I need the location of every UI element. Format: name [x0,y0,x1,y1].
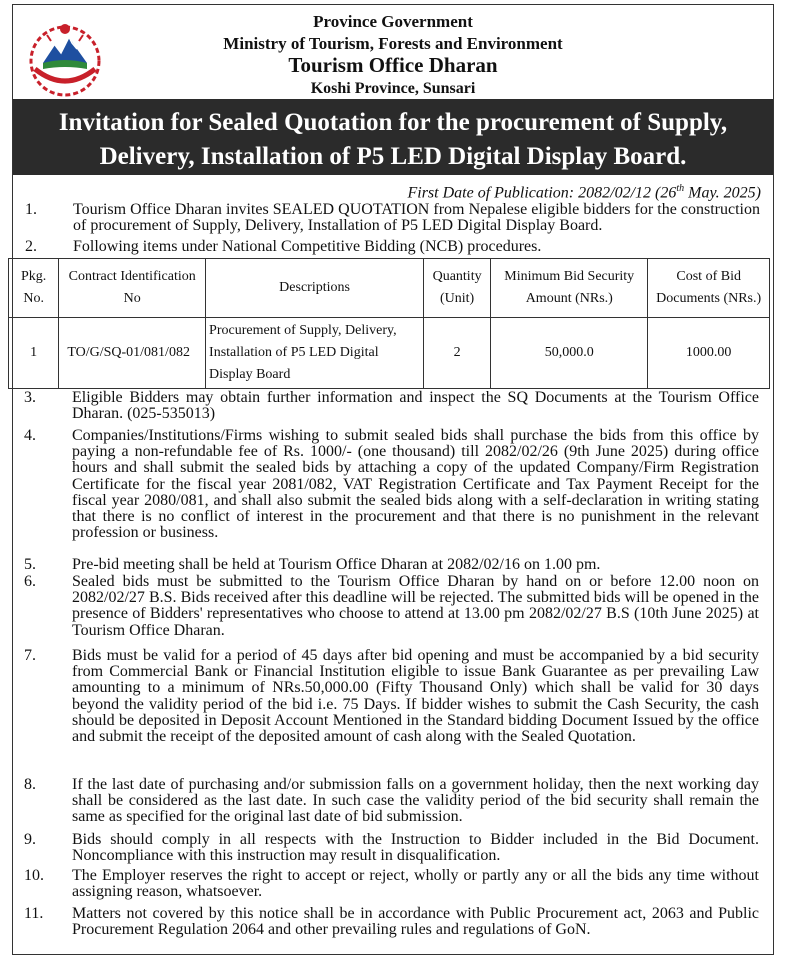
item-number: 3. [24,389,36,406]
notice-item [24,906,759,938]
col-header-descriptions: Descriptions [206,259,424,318]
item-number: 8. [24,776,36,793]
office-name: Tourism Office Dharan [288,53,498,77]
cell-description: Procurement of Supply, Delivery, Installation of P5 LED Digital Display Board [206,318,424,389]
item-text: The Employer reserves the right to accept or reject, wholly or partly any or all the bids any time without assigning reason, whatsoever. [72,867,759,901]
banner-title-line-2: Delivery, Installation of P5 LED Digital Display Board. [99,143,687,170]
notice-item [24,557,759,573]
cell-bid-security: 50,000.0 [491,318,648,389]
notice-item [24,574,759,639]
item-number: 11. [24,905,44,922]
item-number: 10. [24,867,44,884]
publication-date-sup: th [676,183,685,194]
item-text: Bids must be valid for a period of 45 days after bid opening and must be accompanied by a bid security from Commercial Bank or Financial Institution eligible to issue Bank Guarantee as per prevailing Law amounting to a minimum of NRs.50,000.00 (Fifty Thousand Only) which shall be valid for 30 days beyond the validity period of the bid i.e. 75 Days. If bidder wishes to submit the Cash Security, the cash should be deposited in Deposit Account Mentioned in the Standard bidding Document Issued by the office and submit the receipt of the deposited amount of cash along with the Sealed Quotation. [72,647,759,746]
notice-item [24,648,759,745]
item-text: Sealed bids must be submitted to the Tourism Office Dharan by hand on or before 12.00 noon on 2082/02/27 B.S. Bids received after this deadline will be rejected. The submitted bids will be opened in the presence of Bidders' representatives who choose to attend at 13.00 pm 2082/02/27 B.S (10th June 2025) at Tourism Office Dharan. [72,573,759,639]
item-text: If the last date of purchasing and/or submission falls on a government holiday, then the next working day shall be considered as the last date. In such case the validity period of the bid security shall remain the same as specified for the original last date of bid submission. [72,776,759,826]
notice-item [24,832,759,864]
item-text: Following items under National Competitive Bidding (NCB) procedures. [73,238,542,255]
item-text: Bids should comply in all respects with the Instruction to Bidder included in the Bid Document. Noncompliance with this instruction may result in disqualification. [72,831,759,865]
col-header-contract-id: Contract Identification No [59,259,206,318]
notice-item [24,868,759,900]
col-header-doc-cost: Cost of Bid Documents (NRs.) [648,259,770,318]
item-text: Matters not covered by this notice shall be in accordance with Public Procurement act, 2063 and Public Procurement Regulation 2064 and other prevailing rules and regulations of GoN. [72,905,759,939]
cell-pkg: 1 [9,318,59,389]
col-header-quantity: Quantity (Unit) [424,259,491,318]
item-number: 5. [24,556,36,573]
cell-quantity: 2 [424,318,491,389]
province-government-line: Province Government [313,12,473,31]
province-location-line: Koshi Province, Sunsari [310,80,476,97]
item-number: 7. [24,647,36,664]
col-header-pkg: Pkg. No. [9,259,59,318]
item-number: 1. [25,201,37,218]
ministry-line: Ministry of Tourism, Forests and Environment [223,34,563,53]
notice-item [24,777,759,826]
item-text: Tourism Office Dharan invites SEALED QUOTATION from Nepalese eligible bidders for the construction of procurement of Supply, Delivery, Installation of P5 LED Digital Display Board. [73,201,760,235]
cell-doc-cost: 1000.00 [648,318,770,389]
cell-contract-id: TO/G/SQ-01/081/082 [59,318,206,389]
item-number: 4. [24,427,36,444]
item-text: Pre-bid meeting shall be held at Tourism Office Dharan at 2082/02/16 on 1.00 pm. [72,556,601,573]
publication-date-prefix: First Date of Publication: 2082/02/12 (26 [407,184,677,202]
item-number: 2. [25,238,37,255]
publication-date-suffix: May. 2025) [684,184,761,202]
notice-item [24,390,759,422]
notice-body [12,4,774,955]
notice-item [24,428,759,541]
item-text: Companies/Institutions/Firms wishing to submit sealed bids shall purchase the bids from this office by paying a non-refundable fee of Rs. 1000/- (one thousand) till 2082/02/26 (9th June 2025) during office hours and shall submit the sealed bids by attaching a copy of the updated Company/Firm Registration Certificate for the fiscal year 2081/082, VAT Registration Certificate and Tax Payment Receipt for the fiscal year 2080/081, and shall also submit the sealed bids along with a self-declaration in writing stating that there is no conflict of interest in the procurement and that there is no punishment in the relevant profession or business. [72,427,759,542]
item-number: 9. [24,831,36,848]
banner-title-line-1: Invitation for Sealed Quotation for the procurement of Supply, [58,109,728,136]
col-header-bid-security: Minimum Bid Security Amount (NRs.) [491,259,648,318]
item-text: Eligible Bidders may obtain further information and inspect the SQ Documents at the Tourism Office Dharan. (025-535013) [72,389,759,423]
item-number: 6. [24,573,36,590]
